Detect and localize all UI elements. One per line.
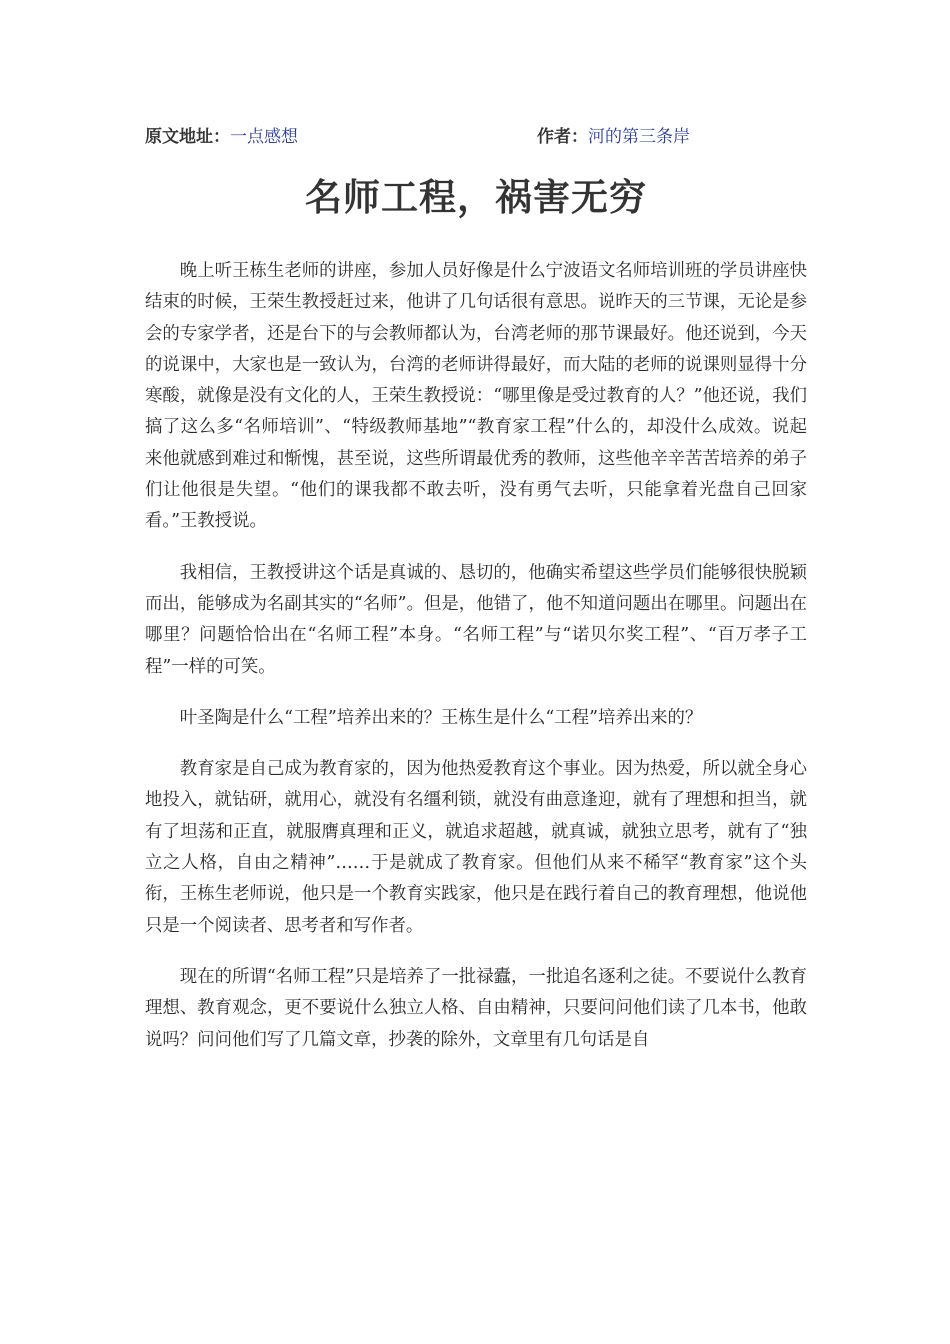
source-info [145,124,298,150]
paragraph-3: 叶圣陶是什么“工程”培养出来的？王栋生是什么“工程”培养出来的？ [179,707,703,728]
author-label: 作者： [537,127,588,147]
author-info [537,124,690,150]
article-title: 名师工程，祸害无穷 [305,176,647,219]
source-link[interactable]: 一点感想 [230,127,298,147]
article-body [145,256,807,1076]
article-meta [145,124,807,150]
paragraph-2: 我相信，王教授讲这个话是真诚的、恳切的，他确实希望这些学员们能够很快脱颖而出，能够成为名副其实的“名师”。但是，他错了，他不知道问题出在哪里。问题出在哪里？问题恰恰出在“名师工程”本身。“名师工程”与“诺贝尔奖工程”、“百万孝子工程”一样的可笑。 [145,562,807,677]
paragraph-1: 晚上听王栋生老师的讲座，参加人员好像是什么宁波语文名师培训班的学员讲座快结束的时候，王荣生教授赶过来，他讲了几句话很有意思。说昨天的三节课，无论是参会的专家学者，还是台下的与会教师都认为，台湾老师的那节课最好。他还说到，今天的说课中，大家也是一致认为，台湾的老师讲得最好，而大陆的老师的说课则显得十分寒酸，就像是没有文化的人，王荣生教授说：“哪里像是受过教育的人？”他还说，我们搞了这么多“名师培训”、“特级教师基地”“教育家工程”什么的，却没什么成效。说起来他就感到难过和惭愧，甚至说，这些所谓最优秀的教师，这些他辛辛苦苦培养的弟子们让他很是失望。“他们的课我都不敢去听，没有勇气去听，只能拿着光盘自己回家看。”王教授说。 [145,261,807,532]
author-link[interactable]: 河的第三条岸 [588,127,690,147]
source-label: 原文地址： [145,127,230,147]
paragraph-5: 现在的所谓“名师工程”只是培养了一批禄蠹，一批追名逐利之徒。不要说什么教育理想、教育观念，更不要说什么独立人格、自由精神，只要问问他们读了几本书，他敢说吗？问问他们写了几篇文章，抄袭的除外，文章里有几句话是自 [145,966,807,1050]
paragraph-4: 教育家是自己成为教育家的，因为他热爱教育这个事业。因为热爱，所以就全身心地投入，就钻研，就用心，就没有名缰利锁，就没有曲意逢迎，就有了理想和担当，就有了坦荡和正直，就服膺真理和正义，就追求超越，就真诚，就独立思考，就有了“独立之人格，自由之精神”……于是就成了教育家。但他们从来不稀罕“教育家”这个头衔，王栋生老师说，他只是一个教育实践家，他只是在践行着自己的教育理想，他说他只是一个阅读者、思考者和写作者。 [145,759,807,936]
